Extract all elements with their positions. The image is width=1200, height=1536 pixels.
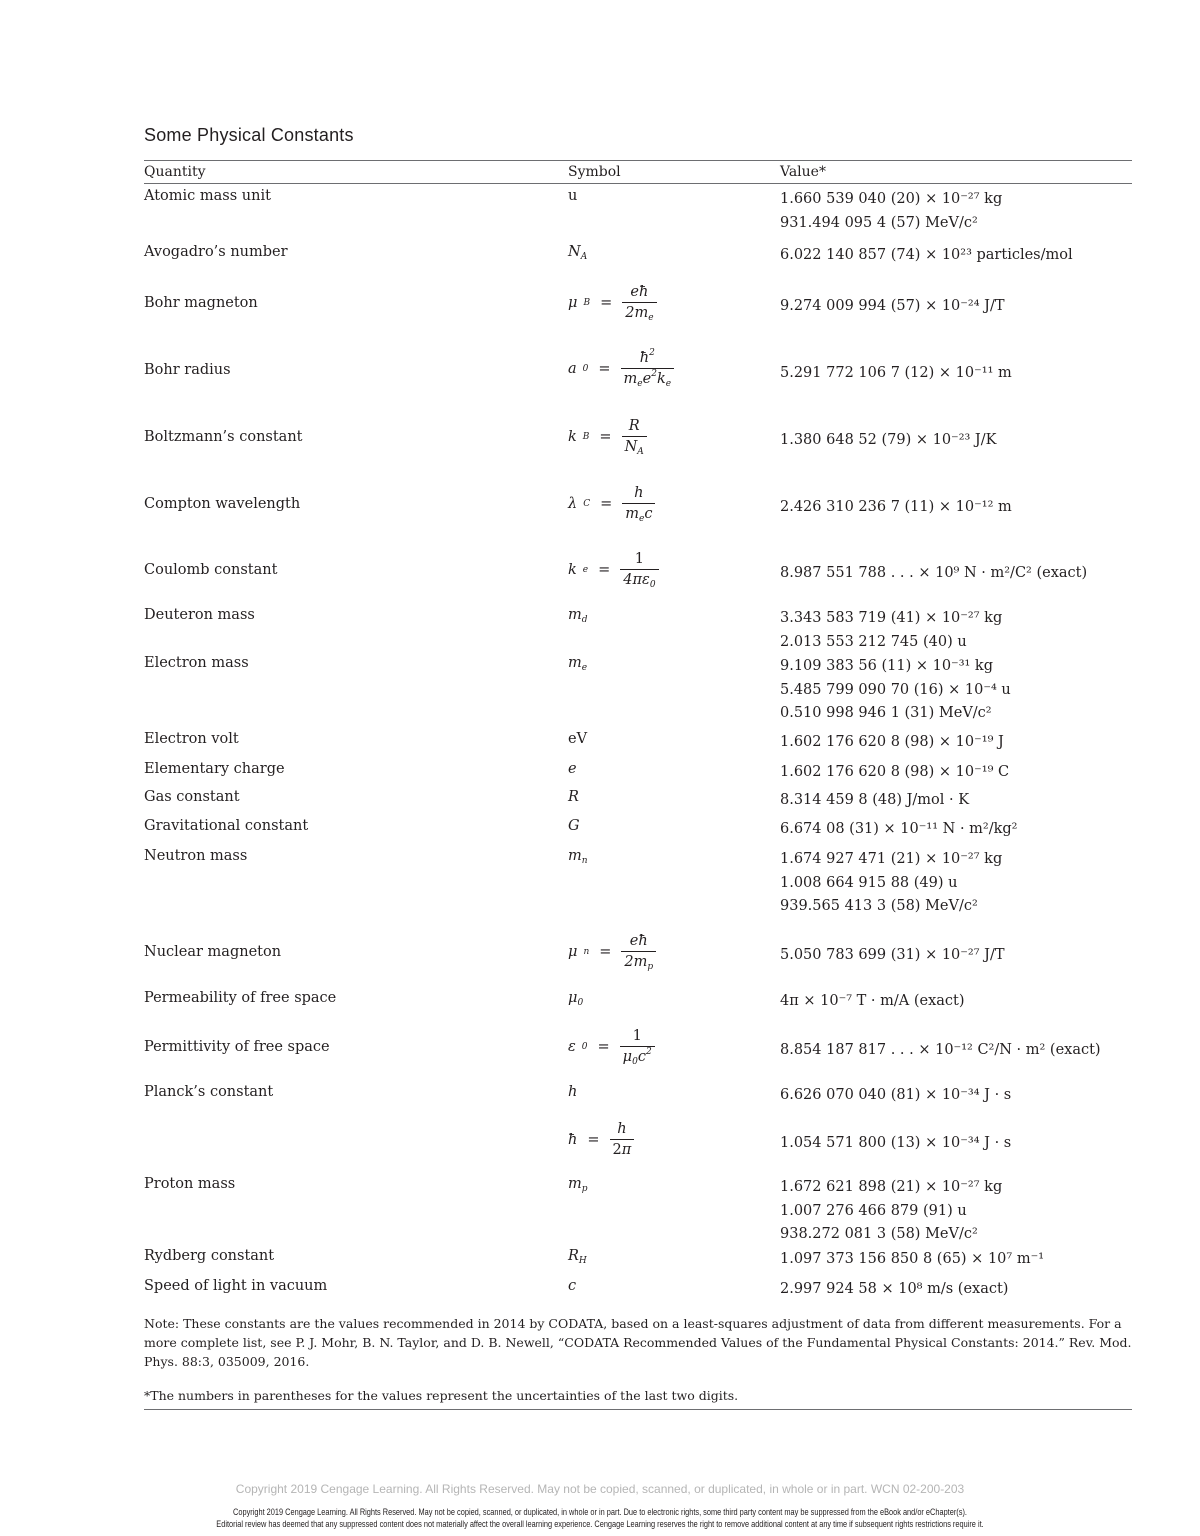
quantity-cell: Permittivity of free space [144,1039,330,1055]
quantity-cell: Coulomb constant [144,562,278,578]
symbol-cell: $m_p$ [568,1176,588,1194]
quantity-cell: Gas constant [144,789,240,805]
value-cell: 8.314 459 8 (48) J/mol · K [780,792,970,808]
value-cell: 1.380 648 52 (79) × 10⁻²³ J/K [780,432,997,448]
value-cell: 8.854 187 817 . . . × 10⁻¹² C²/N · m² (exact) [780,1042,1101,1058]
symbol-cell: $m_d$ [568,607,588,625]
quantity-cell: Electron volt [144,731,239,747]
quantity-cell: Proton mass [144,1176,236,1192]
value-cell: 1.602 176 620 8 (98) × 10⁻¹⁹ C [780,764,1010,780]
value-cell: 5.291 772 106 7 (12) × 10⁻¹¹ m [780,365,1012,381]
symbol-cell: $N_A$ [568,244,588,262]
symbol-cell: h [568,1084,578,1100]
header-value: Value* [780,164,826,180]
quantity-cell: Elementary charge [144,761,285,777]
header-symbol: Symbol [568,164,621,180]
symbol-cell: e [568,761,577,777]
copyright-watermark: Copyright 2019 Cengage Learning. All Rights Reserved. May not be copied, scanned, or duplicated, in whole or in part. WCN 02-200-203 [235,1482,965,1496]
symbol-cell: c [568,1278,577,1294]
quantity-cell: Atomic mass unit [144,188,271,204]
quantity-cell: Speed of light in vacuum [144,1278,328,1294]
symbol-cell: $R_H$ [568,1248,587,1266]
symbol-cell: a 0 = $\frac{ħ^2}{m_ee^2k_e}$ [568,350,674,387]
quantity-cell: Bohr radius [144,362,231,378]
value-cell: 1.674 927 471 (21) × 10⁻²⁷ kg 1.008 664 915 88 (49) u 939.565 413 3 (58) MeV/c² [780,851,1003,914]
quantity-cell: Planck’s constant [144,1084,274,1100]
symbol-cell: R [568,789,579,805]
quantity-cell: Permeability of free space [144,990,337,1006]
quantity-cell: Compton wavelength [144,496,301,512]
value-cell: 4π × 10⁻⁷ T · m/A (exact) [780,993,965,1009]
value-cell: 6.674 08 (31) × 10⁻¹¹ N · m²/kg² [780,821,1018,837]
table-note: Note: These constants are the values recommended in 2014 by CODATA, based on a least-squares adjustment of data from different measurements. For a more complete list, see P. J. Mohr, B. N. Taylor, and D. B. Newell, “CODATA Recommended Values of the Fundamental Physical Constants: 2014.” Rev. Mod. Phys. 88:3, 035009, 2016. [144,1316,1132,1369]
value-cell: 9.274 009 994 (57) × 10⁻²⁴ J/T [780,298,1005,314]
value-cell: 5.050 783 699 (31) × 10⁻²⁷ J/T [780,947,1005,963]
symbol-cell: G [568,818,580,834]
value-cell: 1.054 571 800 (13) × 10⁻³⁴ J · s [780,1135,1012,1151]
symbol-cell: λ C = $\frac{h}{m_ec}$ [568,485,655,522]
quantity-cell: Gravitational constant [144,818,309,834]
value-cell: 6.022 140 857 (74) × 10²³ particles/mol [780,247,1073,263]
value-cell: 2.997 924 58 × 10⁸ m/s (exact) [780,1281,1009,1297]
symbol-cell: $\mu_0$ [568,990,584,1008]
symbol-cell: μ B = $\frac{eħ}{2m_e}$ [568,284,657,321]
header-quantity: Quantity [144,164,206,180]
quantity-cell: Electron mass [144,655,249,671]
symbol-cell: ħ = $\frac{h}{2\pi}$ [568,1121,634,1158]
symbol-cell: $m_n$ [568,848,588,866]
value-cell: 1.660 539 040 (20) × 10⁻²⁷ kg 931.494 095 4 (57) MeV/c² [780,191,1003,231]
quantity-cell: Rydberg constant [144,1248,275,1264]
value-cell: 1.672 621 898 (21) × 10⁻²⁷ kg 1.007 276 466 879 (91) u 938.272 081 3 (58) MeV/c² [780,1179,1003,1242]
symbol-cell: k B = $\frac{R}{N_A}$ [568,418,647,455]
symbol-cell: ε 0 = $\frac{1}{\mu_0c^2}$ [568,1028,655,1065]
value-cell: 3.343 583 719 (41) × 10⁻²⁷ kg 2.013 553 212 745 (40) u [780,610,1003,650]
table-footnote: *The numbers in parentheses for the values represent the uncertainties of the last two digits. [144,1388,739,1403]
symbol-cell: u [568,188,578,204]
symbol-cell: eV [568,731,588,747]
quantity-cell: Nuclear magneton [144,944,282,960]
copyright-notice: Copyright 2019 Cengage Learning. All Rights Reserved. May not be copied, scanned, or duplicated, in whole or in part. Due to electronic rights, some third party content may be suppressed from the eBook and/or eChapter(s). Editorial review has deemed that any suppressed content does not materially affect the overall learning experience. Cengage Learning reserves the right to remove additional content at any time if subsequent rights restrictions require it. [216,1507,984,1529]
symbol-cell: k e = $\frac{1}{4\pi\varepsilon_0}$ [568,551,659,588]
page-title: Some Physical Constants [144,125,354,145]
value-cell: 8.987 551 788 . . . × 10⁹ N · m²/C² (exact) [780,565,1088,581]
value-cell: 1.602 176 620 8 (98) × 10⁻¹⁹ J [780,734,1004,750]
symbol-cell: $m_e$ [568,655,588,673]
quantity-cell: Neutron mass [144,848,248,864]
quantity-cell: Boltzmann’s constant [144,429,303,445]
quantity-cell: Bohr magneton [144,295,258,311]
value-cell: 6.626 070 040 (81) × 10⁻³⁴ J · s [780,1087,1012,1103]
quantity-cell: Avogadro’s number [144,244,288,260]
quantity-cell: Deuteron mass [144,607,255,623]
table-top-rule [144,160,1132,161]
value-cell: 2.426 310 236 7 (11) × 10⁻¹² m [780,499,1012,515]
table-bottom-rule [144,1409,1132,1410]
symbol-cell: μ n = $\frac{eħ}{2m_p}$ [568,933,656,970]
table-header-rule [144,183,1132,184]
value-cell: 9.109 383 56 (11) × 10⁻³¹ kg 5.485 799 090 70 (16) × 10⁻⁴ u 0.510 998 946 1 (31) MeV/c² [780,658,1011,721]
value-cell: 1.097 373 156 850 8 (65) × 10⁷ m⁻¹ [780,1251,1045,1267]
